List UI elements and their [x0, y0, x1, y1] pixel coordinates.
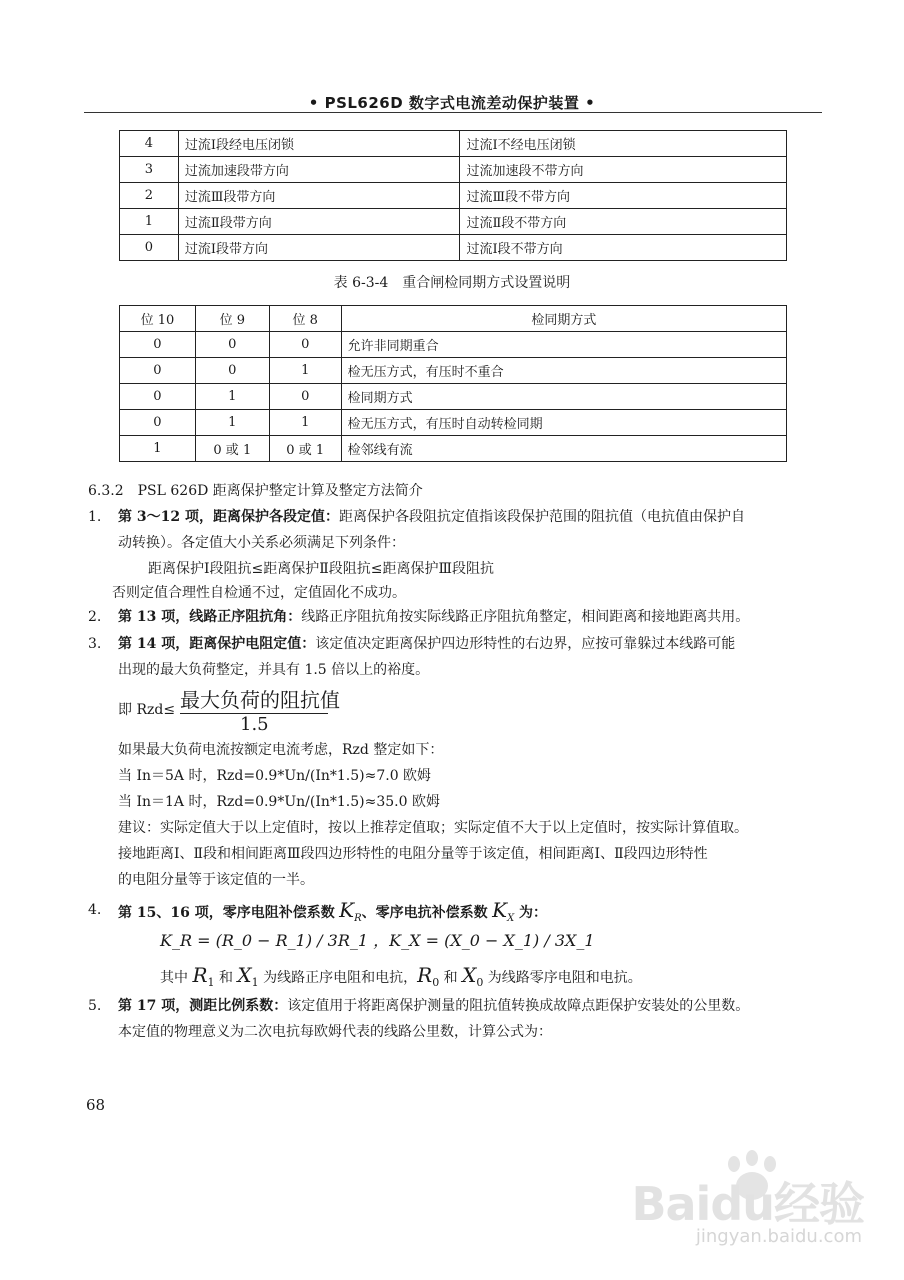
table-cell: 允许非同期重合	[341, 332, 786, 358]
table-row	[120, 358, 787, 384]
item2-line1	[118, 604, 749, 630]
item4-title-b: 零序电抗补偿系数	[375, 905, 488, 921]
item4-title-a: 第 15、16 项，零序电阻补偿系数	[118, 905, 335, 921]
where-end-text: 为线路零序电阻和电抗。	[487, 970, 642, 986]
table-cell: 0	[120, 332, 196, 358]
item3-line2: 出现的最大负荷整定，并具有 1.5 倍以上的裕度。	[118, 662, 430, 678]
table-cell: 过流加速段带方向	[178, 157, 460, 183]
kr-subscript: R	[354, 912, 362, 924]
table-cell: 过流Ⅰ段带方向	[178, 235, 460, 261]
where-text: 其中	[160, 970, 188, 986]
table-cell: 过流Ⅲ段带方向	[178, 183, 460, 209]
table-row	[120, 436, 787, 462]
table-cell: 过流Ⅰ段经电压闭锁	[178, 131, 460, 157]
item3-text-line: 如果最大负荷电流按额定电流考虑，Rzd 整定如下：	[118, 742, 444, 758]
item5-line2: 本定值的物理意义为二次电抗每欧姆代表的线路公里数，计算公式为：	[118, 1024, 552, 1040]
overcurrent-bit-table	[119, 130, 787, 261]
item1-text: 距离保护各段阻抗定值指该段保护范围的阻抗值（电抗值由保护自	[338, 509, 745, 525]
table-cell: 1	[269, 410, 341, 436]
rzd-formula-denominator: 1.5	[240, 714, 269, 735]
table-row	[120, 157, 787, 183]
watermark-url: jingyan.baidu.com	[695, 1226, 862, 1247]
item2-text: 线路正序阻抗角按实际线路正序阻抗角整定，相间距离和接地距离共用。	[301, 609, 750, 625]
item3-text-line: 接地距离Ⅰ、Ⅱ段和相间距离Ⅲ段四边形特性的电阻分量等于该定值，相间距离Ⅰ、Ⅱ段四边形特性	[118, 846, 708, 862]
item-number: 2.	[88, 609, 102, 625]
column-header: 位 8	[269, 306, 341, 332]
table-cell: 2	[120, 183, 179, 209]
separator: 、	[361, 905, 376, 921]
item-number: 3.	[88, 636, 102, 652]
item3-line1	[118, 631, 735, 657]
table-row	[120, 332, 787, 358]
and-text: 和	[443, 970, 458, 986]
item5-line1	[118, 993, 749, 1019]
item1-note: 否则定值合理性自检通不过，定值固化不成功。	[112, 585, 406, 601]
kx-subscript: X	[507, 912, 515, 924]
table-cell: 0	[195, 358, 269, 384]
item3-text-line: 当 In＝1A 时，Rzd=0.9*Un/(In*1.5)≈35.0 欧姆	[118, 794, 440, 810]
table-cell: 0	[120, 358, 196, 384]
table-cell: 0	[120, 384, 196, 410]
impedance-condition: 距离保护Ⅰ段阻抗≤距离保护Ⅱ段阻抗≤距离保护Ⅲ段阻抗	[148, 561, 495, 577]
x1-symbol: X	[237, 963, 252, 987]
table-row	[120, 183, 787, 209]
table-cell: 过流Ⅰ段不带方向	[460, 235, 787, 261]
table-cell: 过流Ⅰ不经电压闭锁	[460, 131, 787, 157]
compensation-formula: K_R = (R_0 − R_1) / 3R_1 ，K_X = (X_0 − X_1) / 3X_1	[160, 931, 595, 950]
table-cell: 0	[195, 332, 269, 358]
table-cell: 1	[195, 384, 269, 410]
kx-symbol: K	[492, 898, 508, 922]
rzd-formula-numerator: 最大负荷的阻抗值	[180, 688, 340, 712]
item3-title: 第 14 项，距离保护电阻定值：	[118, 636, 316, 652]
table-header-row	[120, 306, 787, 332]
table-cell: 0 或 1	[195, 436, 269, 462]
item1-line2: 动转换）。各定值大小关系必须满足下列条件：	[118, 535, 405, 551]
table-cell: 检同期方式	[341, 384, 786, 410]
table-cell: 过流Ⅱ段不带方向	[460, 209, 787, 235]
section-title: 6.3.2 PSL 626D 距离保护整定计算及整定方法简介	[88, 483, 423, 499]
column-header: 位 9	[195, 306, 269, 332]
item1-line1	[118, 504, 745, 530]
item3-text-line: 建议：实际定值大于以上定值时，按以上推荐定值取；实际定值不大于以上定值时，按实际计算值取。	[118, 820, 748, 836]
item2-title: 第 13 项，线路正序阻抗角：	[118, 609, 302, 625]
table-cell: 检邻线有流	[341, 436, 786, 462]
table-cell: 0 或 1	[269, 436, 341, 462]
item5-text: 该定值用于将距离保护测量的阻抗值转换成故障点距保护安装处的公里数。	[287, 998, 750, 1014]
table-cell: 3	[120, 157, 179, 183]
table-cell: 1	[120, 436, 196, 462]
item3-text-line: 的电阻分量等于该定值的一半。	[118, 872, 314, 888]
table-cell: 4	[120, 131, 179, 157]
table-cell: 1	[269, 358, 341, 384]
r0-symbol: R	[417, 963, 433, 987]
item3-text: 该定值决定距离保护四边形特性的右边界，应按可靠躲过本线路可能	[315, 636, 736, 652]
sync-check-table	[119, 305, 787, 462]
table-cell: 0	[269, 384, 341, 410]
item5-title: 第 17 项，测距比例系数：	[118, 998, 288, 1014]
table-cell: 0	[120, 235, 179, 261]
rzd-formula-prefix: 即 Rzd≤	[118, 702, 176, 718]
table-caption: 表 6-3-4 重合闸检同期方式设置说明	[333, 275, 571, 291]
table-cell: 过流Ⅲ段不带方向	[460, 183, 787, 209]
table-cell: 1	[195, 410, 269, 436]
table-row	[120, 410, 787, 436]
item4-line1	[118, 897, 547, 932]
table-row	[120, 384, 787, 410]
kr-symbol: K	[339, 898, 355, 922]
table-cell: 1	[120, 209, 179, 235]
item-number: 4.	[88, 902, 102, 918]
table-cell: 0	[269, 332, 341, 358]
table-row	[120, 235, 787, 261]
column-header: 位 10	[120, 306, 196, 332]
table-cell: 过流Ⅱ段带方向	[178, 209, 460, 235]
and-text: 和	[218, 970, 233, 986]
item4-where-line	[160, 962, 642, 996]
item-number: 5.	[88, 998, 102, 1014]
r0-subscript: 0	[432, 975, 440, 989]
table-cell: 检无压方式，有压时不重合	[341, 358, 786, 384]
item4-tail: 为：	[514, 905, 548, 921]
item1-title: 第 3～12 项，距离保护各段定值：	[118, 509, 339, 525]
x0-symbol: X	[462, 963, 477, 987]
x1-subscript: 1	[251, 975, 259, 989]
r1-subscript: 1	[207, 975, 215, 989]
header-rule	[84, 112, 822, 113]
item3-text-line: 当 In＝5A 时，Rzd=0.9*Un/(In*1.5)≈7.0 欧姆	[118, 768, 432, 784]
table-row	[120, 131, 787, 157]
where-mid-text: 为线路正序电阻和电抗，	[263, 970, 418, 986]
column-header: 检同期方式	[341, 306, 786, 332]
table-cell: 0	[120, 410, 196, 436]
table-cell: 过流加速段不带方向	[460, 157, 787, 183]
x0-subscript: 0	[476, 975, 484, 989]
watermark-brand: Baidu经验	[631, 1177, 864, 1231]
table-cell: 检无压方式，有压时自动转检同期	[341, 410, 786, 436]
page-number: 68	[86, 1096, 106, 1114]
r1-symbol: R	[192, 963, 208, 987]
item-number: 1.	[88, 509, 102, 525]
table-row	[120, 209, 787, 235]
running-header: • PSL626D 数字式电流差动保护装置 •	[308, 94, 596, 112]
